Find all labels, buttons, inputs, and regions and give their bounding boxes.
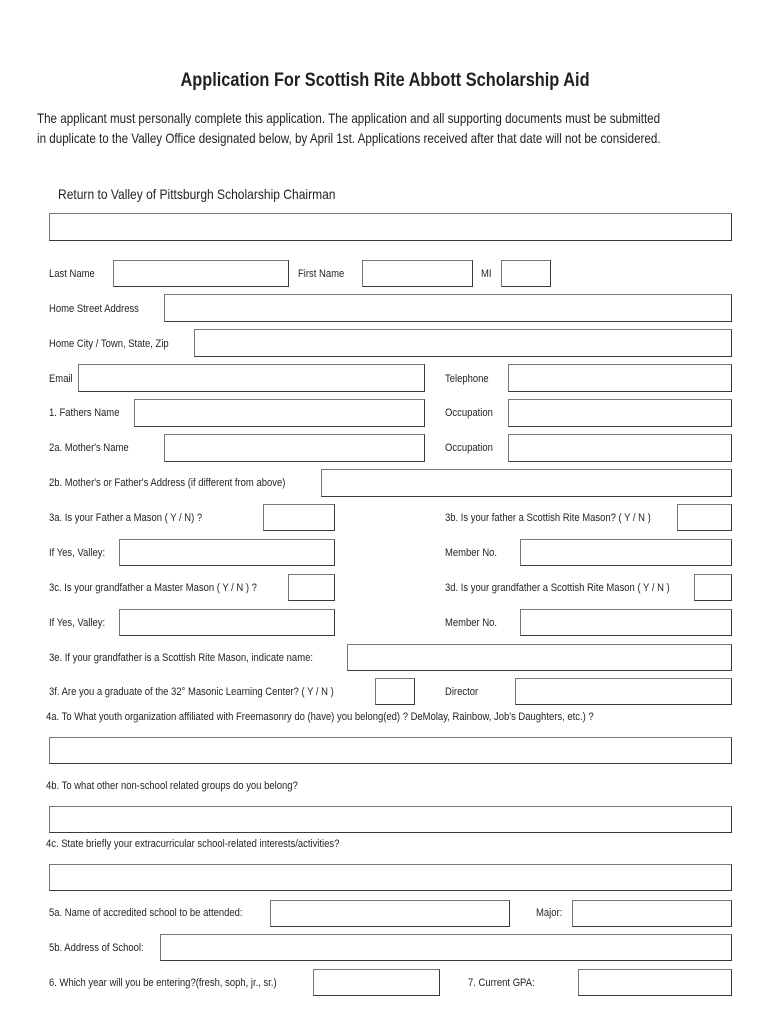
first-name-field[interactable]: [362, 260, 473, 287]
parent-address-label: 2b. Mother's or Father's Address (if different from above): [49, 477, 286, 489]
last-name-label: Last Name: [49, 268, 95, 280]
q6-label: 6. Which year will you be entering?(fresh, soph, jr., sr.): [49, 977, 277, 989]
q3d-label: 3d. Is your grandfather a Scottish Rite Mason ( Y / N ): [445, 582, 670, 594]
intro-text-line-1: The applicant must personally complete this application. The application and all supporting documents must be submitted: [37, 110, 661, 126]
q5a-label: 5a. Name of accredited school to be attended:: [49, 907, 243, 919]
email-label: Email: [49, 373, 73, 385]
q4c-label: 4c. State briefly your extracurricular school-related interests/activities?: [46, 838, 340, 850]
q7-label: 7. Current GPA:: [468, 977, 535, 989]
return-to-field[interactable]: [49, 213, 732, 241]
q3b-field[interactable]: [677, 504, 732, 531]
valley1-field[interactable]: [119, 539, 335, 566]
q6-field[interactable]: [313, 969, 440, 996]
q3c-field[interactable]: [288, 574, 335, 601]
member2-field[interactable]: [520, 609, 732, 636]
home-street-field[interactable]: [164, 294, 732, 322]
q3e-field[interactable]: [347, 644, 732, 671]
member2-label: Member No.: [445, 617, 498, 629]
member1-field[interactable]: [520, 539, 732, 566]
fathers-name-field[interactable]: [134, 399, 425, 427]
valley2-label: If Yes, Valley:: [49, 617, 106, 629]
intro-text-line-2: in duplicate to the Valley Office designated below, by April 1st. Applications received after that date will not be considered.: [37, 130, 661, 146]
parent-address-field[interactable]: [321, 469, 732, 497]
email-field[interactable]: [78, 364, 425, 392]
q3b-label: 3b. Is your father a Scottish Rite Mason? ( Y / N ): [445, 512, 651, 524]
fathers-name-label: 1. Fathers Name: [49, 407, 120, 419]
q3f-field[interactable]: [375, 678, 415, 705]
occupation-father-label: Occupation: [445, 407, 493, 419]
q4c-field[interactable]: [49, 864, 732, 891]
director-field[interactable]: [515, 678, 732, 705]
mothers-name-field[interactable]: [164, 434, 425, 462]
mothers-name-label: 2a. Mother's Name: [49, 442, 129, 454]
mi-field[interactable]: [501, 260, 551, 287]
q4a-label: 4a. To What youth organization affiliated with Freemasonry do (have) you belong(ed) ? DeMolay, Rainbow, Job's Daughters, etc.) ?: [46, 711, 594, 723]
occupation-mother-field[interactable]: [508, 434, 732, 462]
q4a-field[interactable]: [49, 737, 732, 764]
q7-field[interactable]: [578, 969, 732, 996]
q3a-label: 3a. Is your Father a Mason ( Y / N) ?: [49, 512, 203, 524]
occupation-father-field[interactable]: [508, 399, 732, 427]
q4b-label: 4b. To what other non-school related groups do you belong?: [46, 780, 298, 792]
q3d-field[interactable]: [694, 574, 732, 601]
return-to-label: Return to Valley of Pittsburgh Scholarship Chairman: [58, 186, 336, 202]
first-name-label: First Name: [298, 268, 345, 280]
major-field[interactable]: [572, 900, 732, 927]
q3f-label: 3f. Are you a graduate of the 32° Masonic Learning Center? ( Y / N ): [49, 686, 334, 698]
valley1-label: If Yes, Valley:: [49, 547, 106, 559]
q3e-label: 3e. If your grandfather is a Scottish Rite Mason, indicate name:: [49, 652, 313, 664]
q5b-field[interactable]: [160, 934, 732, 961]
q3a-field[interactable]: [263, 504, 335, 531]
director-label: Director: [445, 686, 479, 698]
major-label: Major:: [536, 907, 563, 919]
last-name-field[interactable]: [113, 260, 289, 287]
member1-label: Member No.: [445, 547, 498, 559]
occupation-mother-label: Occupation: [445, 442, 493, 454]
telephone-field[interactable]: [508, 364, 732, 392]
home-city-label: Home City / Town, State, Zip: [49, 338, 169, 350]
home-street-label: Home Street Address: [49, 303, 139, 315]
form-title: Application For Scottish Rite Abbott Scholarship Aid: [180, 70, 590, 91]
q3c-label: 3c. Is your grandfather a Master Mason ( Y / N ) ?: [49, 582, 257, 594]
q5a-field[interactable]: [270, 900, 510, 927]
q5b-label: 5b. Address of School:: [49, 942, 144, 954]
home-city-field[interactable]: [194, 329, 732, 357]
q4b-field[interactable]: [49, 806, 732, 833]
valley2-field[interactable]: [119, 609, 335, 636]
telephone-label: Telephone: [445, 373, 489, 385]
mi-label: MI: [481, 268, 492, 280]
